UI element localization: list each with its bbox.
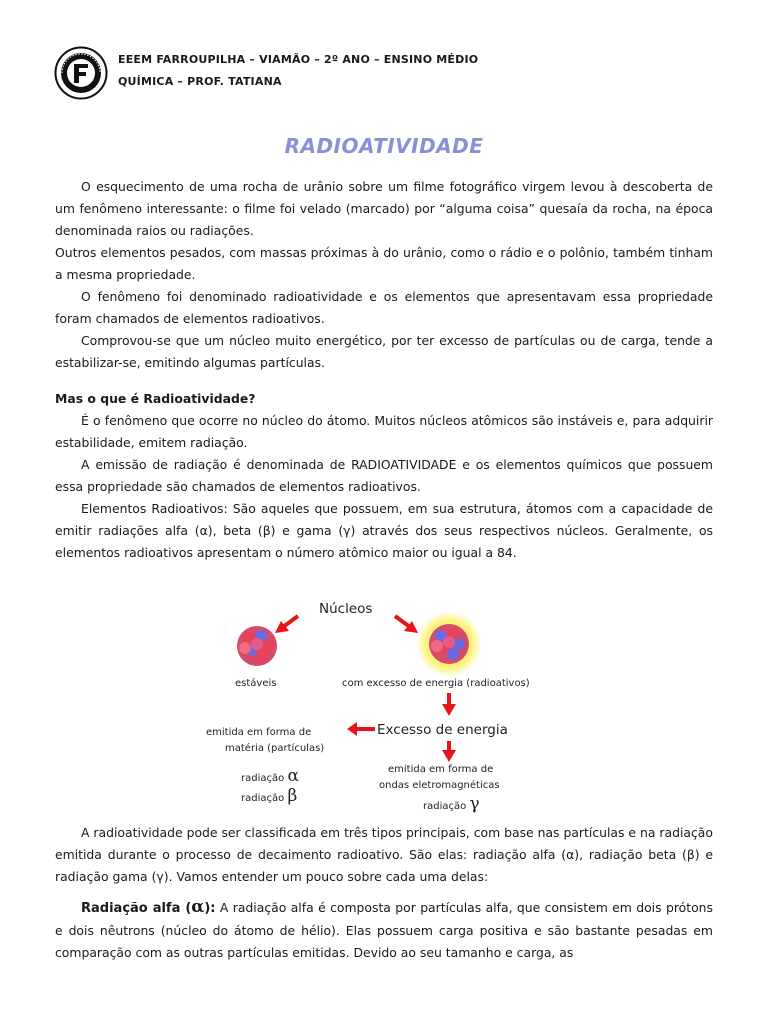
radiation-word: radiação [241, 773, 285, 784]
paragraph: Elementos Radioativos: São aqueles que possuem, em sua estrutura, átomos com a capacidade de emitir radiações alfa (α), beta (β) e gama (γ) através dos seus respectivos núcleos. Geralmente, os elementos radioativos apresentam o número atômico maior ou igual a 84. [55, 501, 713, 560]
diagram-waves-line1: emitida em forma de [388, 764, 494, 775]
diagram-alpha-label [241, 766, 299, 786]
gamma-symbol: γ [469, 794, 480, 814]
page-title: RADIOATIVIDADE [284, 134, 484, 158]
diagram-excess-energy-label: Excesso de energia [377, 722, 508, 738]
alfa-heading-end: ): [204, 901, 216, 916]
nuclei-diagram [205, 596, 565, 818]
unstable-nucleus-icon [416, 611, 482, 677]
diagram-stable-label: estáveis [235, 678, 277, 689]
paragraph: O esquecimento de uma rocha de urânio sobre um filme fotográfico virgem levou à descoberta de um fenômeno interessante: o filme foi velado (marcado) por “alguma coisa” quesaía da rocha, na época denominada raios ou radiações. [55, 179, 713, 238]
diagram-gamma-label [423, 794, 480, 814]
radiation-word: radiação [241, 793, 285, 804]
alpha-symbol: α [287, 766, 299, 786]
school-logo-icon [54, 46, 108, 100]
radiation-word: radiação [423, 801, 467, 812]
diagram-nucleos-label: Núcleos [319, 601, 373, 617]
paragraph: A emissão de radiação é denominada de RADIOATIVIDADE e os elementos químicos que possuem essa propriedade são chamados de elementos radioativos. [55, 457, 713, 494]
alfa-text: A radiação alfa é composta por partículas alfa, que consistem em dois prótons e dois nêutrons (núcleo do átomo de hélio). Elas possuem carga positiva e são bastante pesadas em comparação com as outras partículas emitidas. Devido ao seu tamanho e carga, as [55, 900, 713, 960]
arrow-to-matter-icon [347, 722, 375, 736]
stable-nucleus-icon [237, 626, 277, 666]
document-header [54, 46, 714, 106]
alfa-paragraph [55, 896, 713, 964]
arrow-to-stable-icon [275, 616, 298, 633]
paragraph: É o fenômeno que ocorre no núcleo do átomo. Muitos núcleos atômicos são instáveis e, para adquirir estabilidade, emitem radiação. [55, 413, 713, 450]
intro-text [55, 176, 713, 564]
alfa-symbol: α [191, 897, 205, 917]
diagram-matter-line1: emitida em forma de [206, 727, 312, 738]
alfa-heading: Radiação alfa ( [81, 901, 192, 916]
diagram-matter-line2: matéria (partículas) [225, 743, 325, 754]
paragraph: Outros elementos pesados, com massas próximas à do urânio, como o rádio e o polônio, também tinham a mesma propriedade. [55, 245, 713, 282]
diagram-waves-line2: ondas eletromagnéticas [379, 780, 500, 791]
paragraph: O fenômeno foi denominado radioatividade e os elementos que apresentavam essa propriedade foram chamados de elementos radioativos. [55, 289, 713, 326]
classification-text [55, 822, 713, 964]
header-course-line: QUÍMICA – PROF. TATIANA [118, 75, 282, 88]
diagram-excess-label: com excesso de energia (radioativos) [342, 678, 530, 689]
beta-symbol: β [287, 786, 298, 806]
arrow-down-waves-icon [442, 741, 456, 762]
header-school-line: EEEM FARROUPILHA – VIAMÃO – 2º ANO – ENSINO MÉDIO [118, 53, 479, 66]
paragraph: A radioatividade pode ser classificada em três tipos principais, com base nas partículas e na radiação emitida durante o processo de decaimento radioativo. São elas: radiação alfa (α), radiação beta (β) e radiação gama (γ). Vamos entender um pouco sobre cada uma delas: [55, 825, 713, 884]
arrow-to-unstable-icon [395, 616, 418, 633]
paragraph: Comprovou-se que um núcleo muito energético, por ter excesso de partículas ou de carga, tende a estabilizar-se, emitindo algumas partículas. [55, 333, 713, 370]
arrow-down-icon [442, 693, 456, 716]
diagram-beta-label [241, 786, 297, 806]
section-heading: Mas o que é Radioatividade? [55, 391, 256, 406]
